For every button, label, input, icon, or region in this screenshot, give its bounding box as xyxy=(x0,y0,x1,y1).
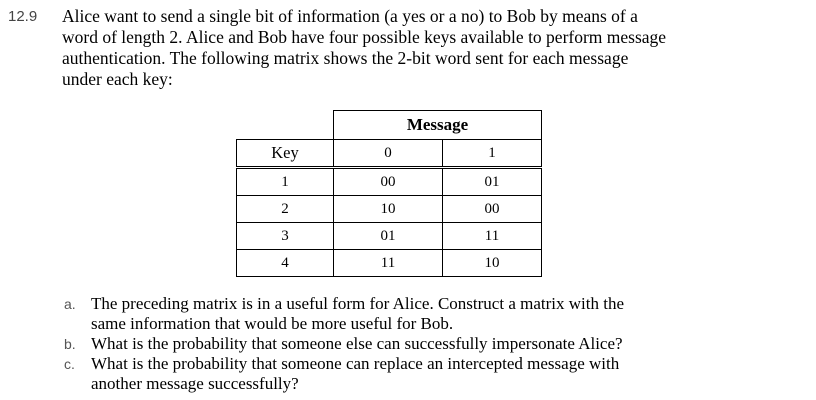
word-cell: 00 xyxy=(443,196,542,223)
table-subheader-row xyxy=(237,140,542,168)
sub-question-line: The preceding matrix is in a useful form for Alice. Construct a matrix with the xyxy=(91,294,624,313)
message-column-0: 0 xyxy=(334,140,443,168)
sub-question-a xyxy=(62,294,782,334)
key-cell: 4 xyxy=(237,250,334,277)
sub-question-line: another message successfully? xyxy=(91,374,299,393)
sub-question-label: a. xyxy=(64,296,76,312)
sub-question-line: What is the probability that someone else can successfully impersonate Alice? xyxy=(91,334,623,353)
word-cell: 11 xyxy=(443,223,542,250)
sub-question-line: same information that would be more useful for Bob. xyxy=(91,314,454,333)
sub-question-label: b. xyxy=(64,336,76,352)
word-cell: 01 xyxy=(443,168,542,196)
word-cell: 10 xyxy=(334,196,443,223)
key-cell: 2 xyxy=(237,196,334,223)
problem-line: Alice want to send a single bit of information (a yes or a no) to Bob by means of a xyxy=(62,6,638,26)
problem-statement xyxy=(62,6,762,90)
table-row xyxy=(237,223,542,250)
problem-line: authentication. The following matrix shows the 2-bit word sent for each message xyxy=(62,48,629,68)
blank-corner-cell xyxy=(237,111,334,140)
table-row xyxy=(237,168,542,196)
word-cell: 10 xyxy=(443,250,542,277)
key-cell: 1 xyxy=(237,168,334,196)
sub-question-c xyxy=(62,354,782,394)
sub-question-b xyxy=(62,334,782,354)
key-cell: 3 xyxy=(237,223,334,250)
word-cell: 01 xyxy=(334,223,443,250)
sub-question-line: What is the probability that someone can replace an intercepted message with xyxy=(91,354,620,373)
key-message-matrix xyxy=(236,110,542,277)
problem-line: under each key: xyxy=(62,69,173,89)
word-cell: 11 xyxy=(334,250,443,277)
word-cell: 00 xyxy=(334,168,443,196)
table-row xyxy=(237,196,542,223)
message-column-1: 1 xyxy=(443,140,542,168)
sub-question-label: c. xyxy=(64,356,75,372)
message-header: Message xyxy=(334,111,542,140)
table-row xyxy=(237,250,542,277)
key-header: Key xyxy=(237,140,334,168)
sub-questions xyxy=(62,294,782,394)
table-header-row xyxy=(237,111,542,140)
problem-number: 12.9 xyxy=(8,8,38,25)
problem-line: word of length 2. Alice and Bob have four possible keys available to perform message xyxy=(62,27,667,47)
